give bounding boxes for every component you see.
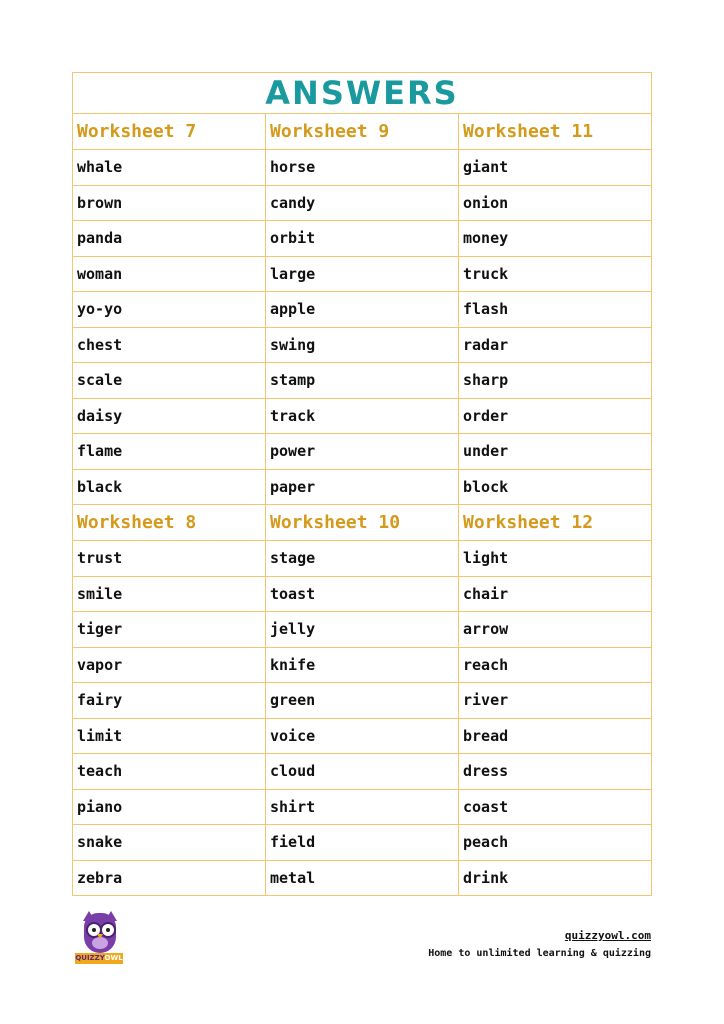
answer-word: daisy: [73, 398, 266, 434]
answer-word: track: [266, 398, 459, 434]
worksheet-header: Worksheet 11: [459, 114, 652, 150]
answer-word: candy: [266, 185, 459, 221]
answer-row: [73, 647, 652, 683]
answer-word: field: [266, 825, 459, 861]
answer-word: arrow: [459, 612, 652, 648]
answer-word: shirt: [266, 789, 459, 825]
answer-word: horse: [266, 150, 459, 186]
answer-word: woman: [73, 256, 266, 292]
answer-word: paper: [266, 469, 459, 505]
answer-word: vapor: [73, 647, 266, 683]
answer-word: truck: [459, 256, 652, 292]
answer-word: onion: [459, 185, 652, 221]
answer-word: toast: [266, 576, 459, 612]
answer-word: river: [459, 683, 652, 719]
answer-word: drink: [459, 860, 652, 896]
answer-word: stage: [266, 541, 459, 577]
answer-word: reach: [459, 647, 652, 683]
answer-word: fairy: [73, 683, 266, 719]
answer-word: flash: [459, 292, 652, 328]
answer-row: [73, 718, 652, 754]
answers-table: [72, 72, 652, 896]
answer-row: [73, 541, 652, 577]
worksheet-header: Worksheet 9: [266, 114, 459, 150]
answer-word: panda: [73, 221, 266, 257]
answer-word: black: [73, 469, 266, 505]
answer-word: dress: [459, 754, 652, 790]
answer-word: jelly: [266, 612, 459, 648]
answer-word: trust: [73, 541, 266, 577]
answer-row: [73, 860, 652, 896]
answer-word: giant: [459, 150, 652, 186]
logo-text-owl: OWL: [104, 954, 123, 962]
answer-word: large: [266, 256, 459, 292]
answer-sheet: [72, 72, 651, 896]
answer-word: knife: [266, 647, 459, 683]
answer-row: [73, 327, 652, 363]
answer-word: limit: [73, 718, 266, 754]
site-link[interactable]: quizzyowl.com: [564, 929, 651, 942]
answer-word: yo-yo: [73, 292, 266, 328]
answer-row: [73, 363, 652, 399]
worksheet-header: Worksheet 8: [73, 505, 266, 541]
page-title: ANSWERS: [265, 74, 459, 112]
answer-row: [73, 754, 652, 790]
answer-row: [73, 398, 652, 434]
answer-word: piano: [73, 789, 266, 825]
answer-row: [73, 612, 652, 648]
answer-row: [73, 683, 652, 719]
answer-word: money: [459, 221, 652, 257]
answer-row: [73, 789, 652, 825]
answer-word: zebra: [73, 860, 266, 896]
answer-row: [73, 150, 652, 186]
answer-word: apple: [266, 292, 459, 328]
answer-word: flame: [73, 434, 266, 470]
answer-word: snake: [73, 825, 266, 861]
answer-word: smile: [73, 576, 266, 612]
tagline: Home to unlimited learning & quizzing: [428, 948, 651, 959]
answer-row: [73, 256, 652, 292]
worksheet-header: Worksheet 7: [73, 114, 266, 150]
answer-word: teach: [73, 754, 266, 790]
answer-word: light: [459, 541, 652, 577]
answer-row: [73, 469, 652, 505]
worksheet-header-row: [73, 505, 652, 541]
answer-word: block: [459, 469, 652, 505]
answer-word: power: [266, 434, 459, 470]
answer-row: [73, 576, 652, 612]
answer-word: whale: [73, 150, 266, 186]
logo-text-quizzy: QUIZZY: [75, 954, 105, 962]
answer-word: stamp: [266, 363, 459, 399]
answer-word: coast: [459, 789, 652, 825]
answer-word: chest: [73, 327, 266, 363]
answer-word: under: [459, 434, 652, 470]
worksheet-header-row: [73, 114, 652, 150]
answer-word: voice: [266, 718, 459, 754]
worksheet-header: Worksheet 10: [266, 505, 459, 541]
answer-row: [73, 185, 652, 221]
answer-word: radar: [459, 327, 652, 363]
answer-word: order: [459, 398, 652, 434]
answer-word: sharp: [459, 363, 652, 399]
answer-word: bread: [459, 718, 652, 754]
answer-row: [73, 434, 652, 470]
answer-row: [73, 292, 652, 328]
answer-word: cloud: [266, 754, 459, 790]
answer-word: chair: [459, 576, 652, 612]
answer-row: [73, 825, 652, 861]
answer-word: orbit: [266, 221, 459, 257]
quizzyowl-logo: [75, 913, 123, 965]
answer-word: peach: [459, 825, 652, 861]
title-cell: [73, 73, 652, 114]
answer-word: scale: [73, 363, 266, 399]
answer-word: tiger: [73, 612, 266, 648]
answer-row: [73, 221, 652, 257]
worksheet-header: Worksheet 12: [459, 505, 652, 541]
answer-word: brown: [73, 185, 266, 221]
answer-word: green: [266, 683, 459, 719]
answer-word: metal: [266, 860, 459, 896]
answer-word: swing: [266, 327, 459, 363]
